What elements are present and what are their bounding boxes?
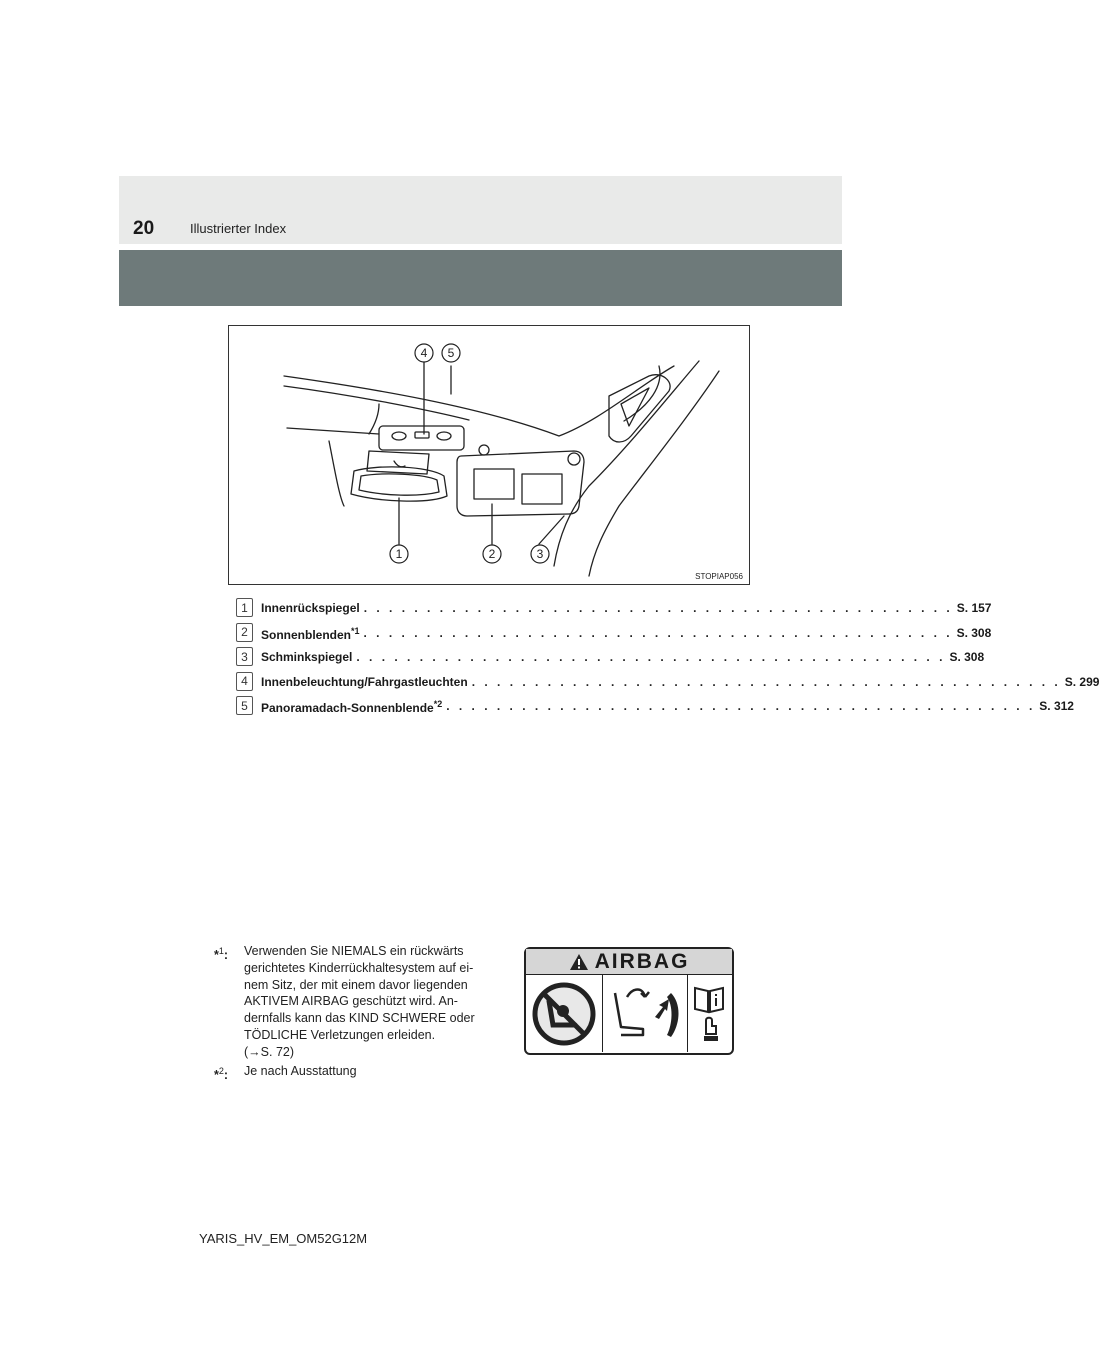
leader-dots: . . . . . . . . . . . . . . . . . . . . . . . . . . . . . . . . . . . . . . . . . . . . . . .	[363, 601, 953, 615]
index-list	[236, 598, 1099, 721]
index-item	[236, 672, 1099, 697]
no-rear-facing-child-seat-icon	[531, 981, 597, 1047]
callout-1-label: 1	[395, 547, 403, 561]
airbag-cell	[688, 975, 730, 1052]
footnote-mark: *$^1$:	[214, 946, 229, 963]
callout-5-label: 5	[447, 346, 455, 360]
page-reference-link[interactable]: S. 299	[1064, 674, 1099, 689]
warning-triangle-icon	[569, 953, 589, 971]
item-label: Innenrückspiegel	[261, 601, 360, 615]
airbag-label-body	[526, 975, 732, 1052]
section-title: Illustrierter Index	[190, 221, 287, 236]
footnote-ref: *1	[351, 625, 360, 636]
footnote-mark: *$^2$:	[214, 1065, 229, 1082]
item-number: 1	[236, 598, 253, 617]
index-item	[236, 598, 992, 623]
read-manual-icon	[692, 982, 726, 1046]
item-label: Panoramadach-Sonnenblende$^{*2}$	[261, 699, 443, 715]
item-label: Sonnenblenden$^{*1}$	[261, 625, 360, 642]
footnote-text: Verwenden Sie NIEMALS ein rückwärts gerichtetes Kinderrückhaltesystem auf ei- nem Sitz, der mit einem davor liegenden AKTIVEM AIRBAG geschützt wird. An- dernfalls kann das KIND SCHWERE oder TÖDLICHE Verletzungen erleiden. (→S. 72)	[244, 944, 475, 1059]
airbag-title: AIRBAG	[594, 949, 690, 973]
airbag-warning-label	[524, 947, 734, 1055]
page-reference-link[interactable]: S. 312	[1039, 699, 1074, 713]
callout-2-label: 2	[488, 547, 496, 561]
item-number: 3	[236, 647, 253, 666]
footnote-text: Je nach Ausstattung	[244, 1063, 357, 1078]
leader-dots: . . . . . . . . . . . . . . . . . . . . . . . . . . . . . . . . . . . . . . . . . . . . . . .	[363, 625, 953, 640]
callout-4-label: 4	[420, 346, 428, 360]
ceiling-line-drawing	[229, 326, 749, 584]
item-label: Schminkspiegel	[261, 650, 353, 664]
item-number: 4	[236, 672, 253, 691]
footnotes	[214, 943, 514, 1086]
page-header	[119, 176, 842, 244]
airbag-cell	[603, 975, 688, 1052]
leader-dots: . . . . . . . . . . . . . . . . . . . . . . . . . . . . . . . . . . . . . . . . . . . . . . .	[356, 650, 946, 664]
seat-airbag-deploy-icon	[607, 983, 683, 1045]
footnote-page-link[interactable]: (→S. 72)	[244, 1044, 295, 1059]
airbag-label-header	[526, 949, 732, 975]
footnote-1	[214, 943, 514, 1061]
leader-dots: . . . . . . . . . . . . . . . . . . . . . . . . . . . . . . . . . . . . . . . . . . . . . . .	[446, 699, 1036, 713]
item-number: 2	[236, 623, 253, 642]
leader-dots: . . . . . . . . . . . . . . . . . . . . . . . . . . . . . . . . . . . . . . . . . . . . . . .	[471, 674, 1061, 689]
header-bar	[119, 250, 842, 306]
index-item	[236, 623, 992, 648]
interior-ceiling-illustration	[228, 325, 750, 585]
item-number: 5	[236, 696, 253, 715]
page-reference-link[interactable]: S. 308	[956, 625, 992, 640]
page-reference-link[interactable]: S. 157	[956, 601, 992, 615]
callout-3-label: 3	[536, 547, 544, 561]
document-code: YARIS_HV_EM_OM52G12M	[199, 1231, 368, 1246]
item-label: Innenbeleuchtung/Fahrgastleuchten	[261, 674, 468, 689]
airbag-cell	[526, 975, 603, 1052]
index-item	[236, 647, 985, 672]
footnote-ref: *2	[433, 699, 443, 709]
page-reference-link[interactable]: S. 308	[949, 650, 985, 664]
footnote-2	[214, 1063, 514, 1084]
page-number: 20	[133, 218, 155, 239]
image-code: STOPIAP056	[695, 572, 743, 581]
index-item	[236, 696, 1074, 721]
